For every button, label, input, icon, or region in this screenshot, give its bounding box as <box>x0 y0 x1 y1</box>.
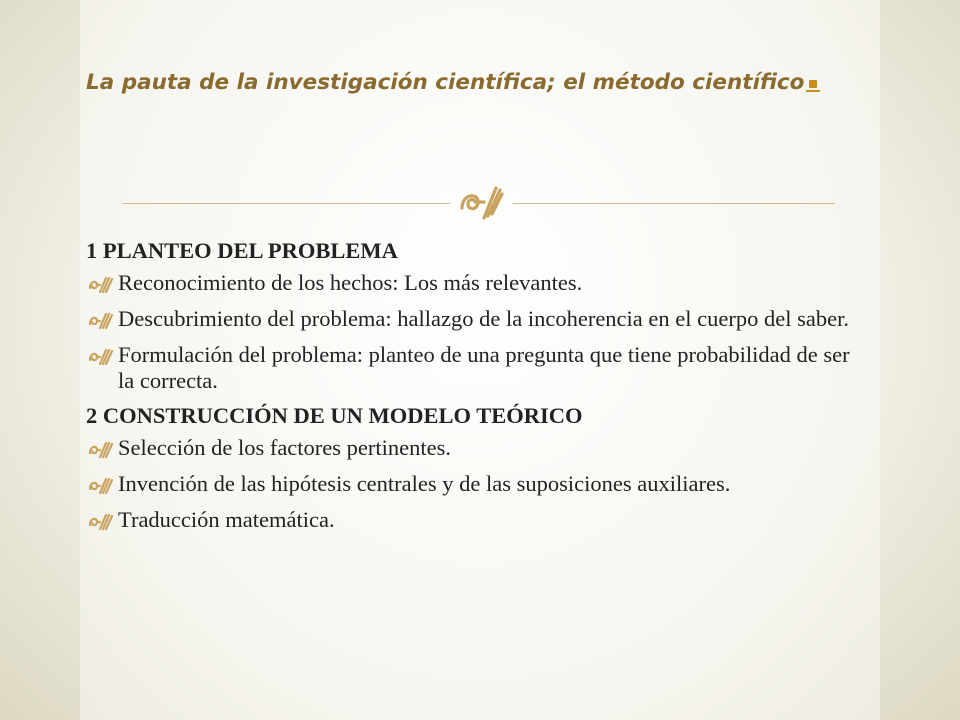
list-item-text: Descubrimiento del problema: hallazgo de la incoherencia en el cuerpo del saber. <box>118 305 849 331</box>
bullet-icon <box>86 475 118 495</box>
bullet-icon <box>86 310 118 330</box>
slide-title-text: La pauta de la investigación científica; el método científico <box>86 70 805 95</box>
divider-line-right <box>513 203 835 204</box>
slide-content <box>86 230 866 543</box>
list-item <box>86 471 866 497</box>
list-item <box>86 306 866 332</box>
bullet-icon <box>86 439 118 459</box>
list-item <box>86 270 866 296</box>
title-bullet-icon <box>806 78 820 92</box>
list-item-text: Traducción matemática. <box>118 507 335 532</box>
slide-title <box>86 70 886 95</box>
list-item-text: Selección de los factores pertinentes. <box>118 435 451 461</box>
list-item-text: Reconocimiento de los hechos: Los más relevantes. <box>118 269 583 295</box>
list-item-text: Invención de las hipótesis centrales y de las suposiciones auxiliares. <box>118 471 731 497</box>
list-item <box>86 507 866 533</box>
list-item <box>86 435 866 461</box>
bullet-icon <box>86 346 118 366</box>
section-heading-2: 2 CONSTRUCCIÓN DE UN MODELO TEÓRICO <box>86 403 583 429</box>
ornament-icon <box>452 178 510 226</box>
list-item-text: Formulación del problema: planteo de una pregunta que tiene probabilidad de ser la correcta. <box>118 341 850 393</box>
bullet-icon <box>86 511 118 531</box>
section-heading-1: 1 PLANTEO DEL PROBLEMA <box>86 238 398 263</box>
divider-line-left <box>122 203 450 204</box>
list-item <box>86 342 866 394</box>
bullet-icon <box>86 274 118 294</box>
